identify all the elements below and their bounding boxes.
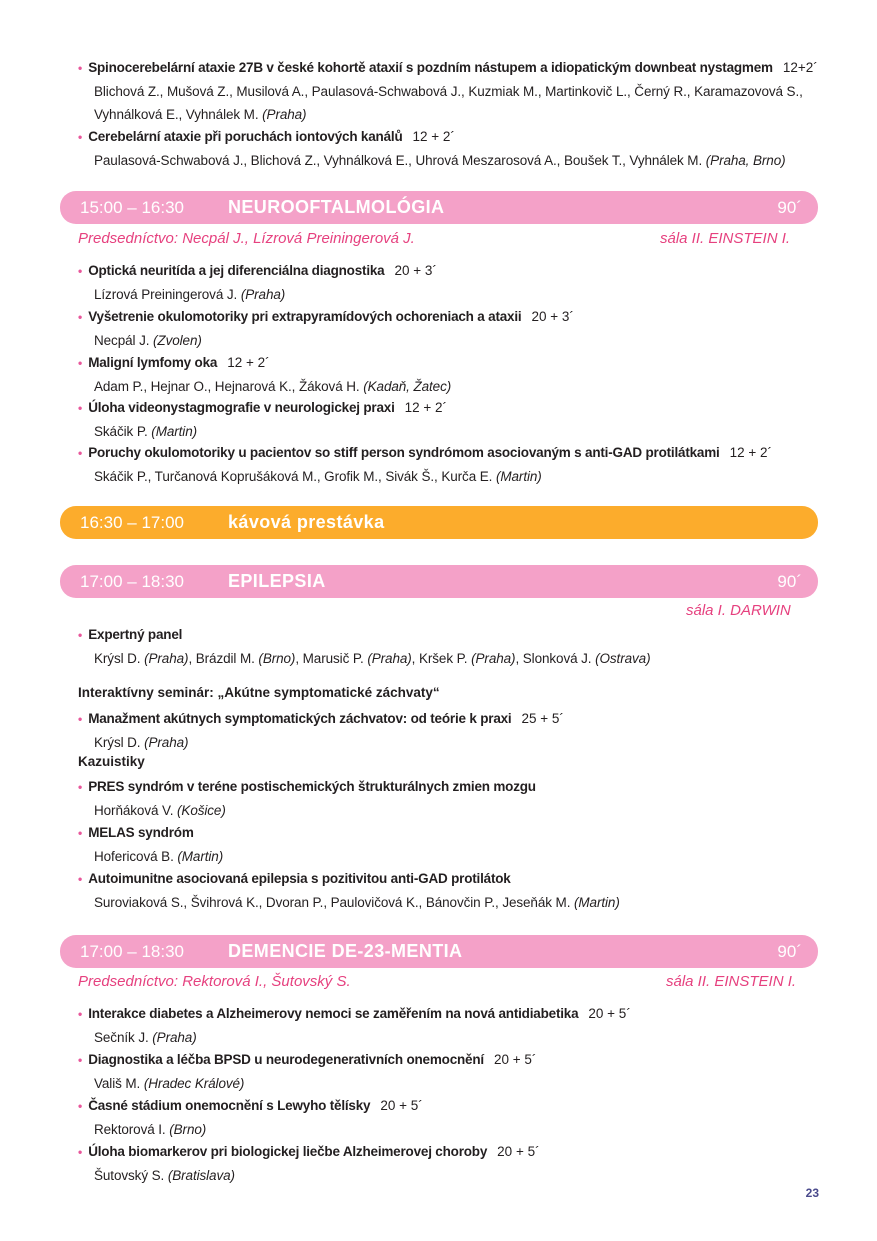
talk-item <box>78 775 837 822</box>
page-number: 23 <box>805 1186 819 1200</box>
bullet: • <box>78 712 83 726</box>
bullet: • <box>78 61 83 75</box>
talk-city: (Praha) <box>144 735 189 750</box>
cases-heading: Kazuistiky <box>78 754 145 769</box>
talk-city: (Martin) <box>151 424 197 439</box>
talk-item <box>78 396 837 443</box>
talk-item <box>78 1140 837 1187</box>
talk-item <box>78 305 837 352</box>
talk-title: Časné stádium onemocnění s Lewyho tělísky <box>88 1098 371 1113</box>
session-length: 90´ <box>777 571 802 591</box>
talk-city: (Praha, Brno) <box>705 153 786 168</box>
talk-item <box>78 867 837 914</box>
talk-city: (Martin) <box>574 895 620 910</box>
session-length: 90´ <box>777 197 802 217</box>
talk-duration: 12 + 2´ <box>729 445 772 460</box>
session-time: 15:00 – 16:30 <box>80 197 184 217</box>
talk-authors: Rektorová I. (Brno) <box>94 1122 207 1137</box>
talk-city: (Praha) <box>262 107 307 122</box>
talk-authors: Hofericová B. (Martin) <box>94 849 224 864</box>
bullet: • <box>78 1145 83 1159</box>
talk-title: Manažment akútnych symptomatických záchvatov: od teórie k praxi <box>88 711 512 726</box>
talk-authors: Krýsl D. (Praha) <box>94 735 189 750</box>
talk-title: Úloha videonystagmografie v neurologickej praxi <box>88 400 395 415</box>
talk-duration: 20 + 3´ <box>531 309 574 324</box>
talk-authors: Blichová Z., Mušová Z., Musilová A., Paulasová-Schwabová J., Kuzmiak M., Martinkovič L., Černý R., Karamazovová S., <box>94 84 803 99</box>
talk-title: MELAS syndróm <box>88 825 194 840</box>
talk-city: (Praha) <box>240 287 286 302</box>
talk-title: Maligní lymfomy oka <box>88 355 218 370</box>
seminar-heading: Interaktívny seminár: „Akútne symptomatické záchvaty“ <box>78 685 440 700</box>
talk-city: (Kadaň, Žatec) <box>363 379 452 394</box>
talk-title: Vyšetrenie okulomotoriky pri extrapyramídových ochoreniach a ataxii <box>88 309 522 324</box>
talk-item <box>78 1094 837 1141</box>
session-header-neuroophthalmology <box>60 191 818 224</box>
bullet: • <box>78 1007 83 1021</box>
talk-authors: Vyhnálková E., Vyhnálek M. (Praha) <box>94 107 307 122</box>
talk-title: Cerebelární ataxie při poruchách iontových kanálů <box>88 129 403 144</box>
talk-authors: Skáčik P., Turčanová Koprušáková M., Grofik M., Sivák Š., Kurča E. (Martin) <box>94 469 542 484</box>
talk-item <box>78 56 837 126</box>
panel-authors: Krýsl D. (Praha), Brázdil M. (Brno), Marusič P. (Praha), Kršek P. (Praha), Slonková J. (Ostrava) <box>94 651 651 666</box>
bullet: • <box>78 872 83 886</box>
talk-city: (Brno) <box>169 1122 207 1137</box>
talk-duration: 20 + 3´ <box>394 263 437 278</box>
session-length: 90´ <box>777 941 802 961</box>
talk-duration: 25 + 5´ <box>521 711 564 726</box>
break-time: 16:30 – 17:00 <box>80 512 184 532</box>
talk-duration: 20 + 5´ <box>493 1052 537 1067</box>
bullet: • <box>78 628 83 642</box>
session-room: sála I. DARWIN <box>686 602 791 619</box>
talk-item <box>78 125 837 172</box>
talk-title: Spinocerebelární ataxie 27B v české kohortě ataxií s pozdním nástupem a idiopatickým downbeat nystagmem <box>88 60 773 75</box>
talk-item <box>78 821 837 868</box>
session-name: DEMENCIE DE-23-MENTIA <box>228 941 463 961</box>
talk-city: (Martin) <box>177 849 224 864</box>
talk-duration: 12 + 2´ <box>404 400 448 415</box>
talk-title: Autoimunitne asociovaná epilepsia s pozitivitou anti-GAD protilátok <box>88 871 511 886</box>
talk-item <box>78 441 837 488</box>
session-room: sála II. EINSTEIN I. <box>660 230 791 247</box>
bullet: • <box>78 780 83 794</box>
talk-authors: Šutovský S. (Bratislava) <box>94 1168 235 1183</box>
talk-city: (Praha) <box>152 1030 197 1045</box>
talk-authors: Vališ M. (Hradec Králové) <box>94 1076 245 1091</box>
talk-duration: 20 + 5´ <box>497 1144 540 1159</box>
talk-city: (Martin) <box>495 469 542 484</box>
session-chairs: Predsedníctvo: Necpál J., Lízrová Preiningerová J. <box>78 230 415 247</box>
session-time: 17:00 – 18:30 <box>80 571 184 591</box>
bullet: • <box>78 264 83 278</box>
session-room: sála II. EINSTEIN I. <box>666 973 797 990</box>
talk-duration: 12 + 2´ <box>412 129 455 144</box>
talk-authors: Suroviaková S., Švihrová K., Dvoran P., Paulovičová K., Bánovčin P., Jeseňák M. (Martin) <box>94 895 620 910</box>
talk-authors: Sečník J. (Praha) <box>94 1030 197 1045</box>
bullet: • <box>78 1053 83 1067</box>
talk-item <box>78 1048 837 1095</box>
session-header-epilepsy <box>60 565 818 598</box>
talk-duration: 20 + 5´ <box>588 1006 631 1021</box>
coffee-break-band <box>60 506 818 539</box>
break-name: kávová prestávka <box>228 512 385 532</box>
session-chairs: Predsedníctvo: Rektorová I., Šutovský S. <box>78 973 351 990</box>
talk-duration: 12 + 2´ <box>227 355 270 370</box>
bullet: • <box>78 826 83 840</box>
talk-city: (Bratislava) <box>167 1168 235 1183</box>
talk-item <box>78 707 837 754</box>
talk-title: Diagnostika a léčba BPSD u neurodegenerativních onemocnění <box>88 1052 484 1067</box>
talk-duration: 12+2´ <box>782 60 818 75</box>
bullet: • <box>78 401 83 415</box>
talk-authors: Lízrová Preiningerová J. (Praha) <box>94 287 286 302</box>
talk-item <box>78 259 837 306</box>
talk-title: Úloha biomarkerov pri biologickej liečbe Alzheimerovej choroby <box>88 1144 488 1159</box>
talk-city: (Zvolen) <box>153 333 202 348</box>
talk-title: Expertný panel <box>88 627 183 642</box>
talk-title: Interakce diabetes a Alzheimerovy nemoci se zaměřením na nová antidiabetika <box>88 1006 579 1021</box>
bullet: • <box>78 356 83 370</box>
bullet: • <box>78 130 83 144</box>
talk-city: (Košice) <box>177 803 226 818</box>
talk-duration: 20 + 5´ <box>380 1098 423 1113</box>
talk-title: PRES syndróm v teréne postischemických štrukturálnych zmien mozgu <box>88 779 536 794</box>
talk-authors: Adam P., Hejnar O., Hejnarová K., Žáková H. (Kadaň, Žatec) <box>94 379 452 394</box>
session-name: EPILEPSIA <box>228 571 326 591</box>
talk-item <box>78 623 837 670</box>
talk-authors: Horňáková V. (Košice) <box>94 803 226 818</box>
talk-authors: Paulasová-Schwabová J., Blichová Z., Vyhnálková E., Uhrová Meszarosová A., Boušek T., Vyhnálek M. (Praha, Brno) <box>94 153 786 168</box>
bullet: • <box>78 310 83 324</box>
bullet: • <box>78 446 83 460</box>
talk-title: Optická neuritída a jej diferenciálna diagnostika <box>88 263 385 278</box>
session-time: 17:00 – 18:30 <box>80 941 184 961</box>
talk-title: Poruchy okulomotoriky u pacientov so stiff person syndrómom asociovaným s anti-GAD protilátkami <box>88 445 720 460</box>
session-header-dementia <box>60 935 818 968</box>
talk-item <box>78 1002 837 1049</box>
talk-authors: Skáčik P. (Martin) <box>94 424 197 439</box>
bullet: • <box>78 1099 83 1113</box>
session-name: NEUROOFTALMOLÓGIA <box>228 197 445 217</box>
talk-city: (Hradec Králové) <box>143 1076 245 1091</box>
talk-authors: Necpál J. (Zvolen) <box>94 333 202 348</box>
talk-item <box>78 351 837 398</box>
